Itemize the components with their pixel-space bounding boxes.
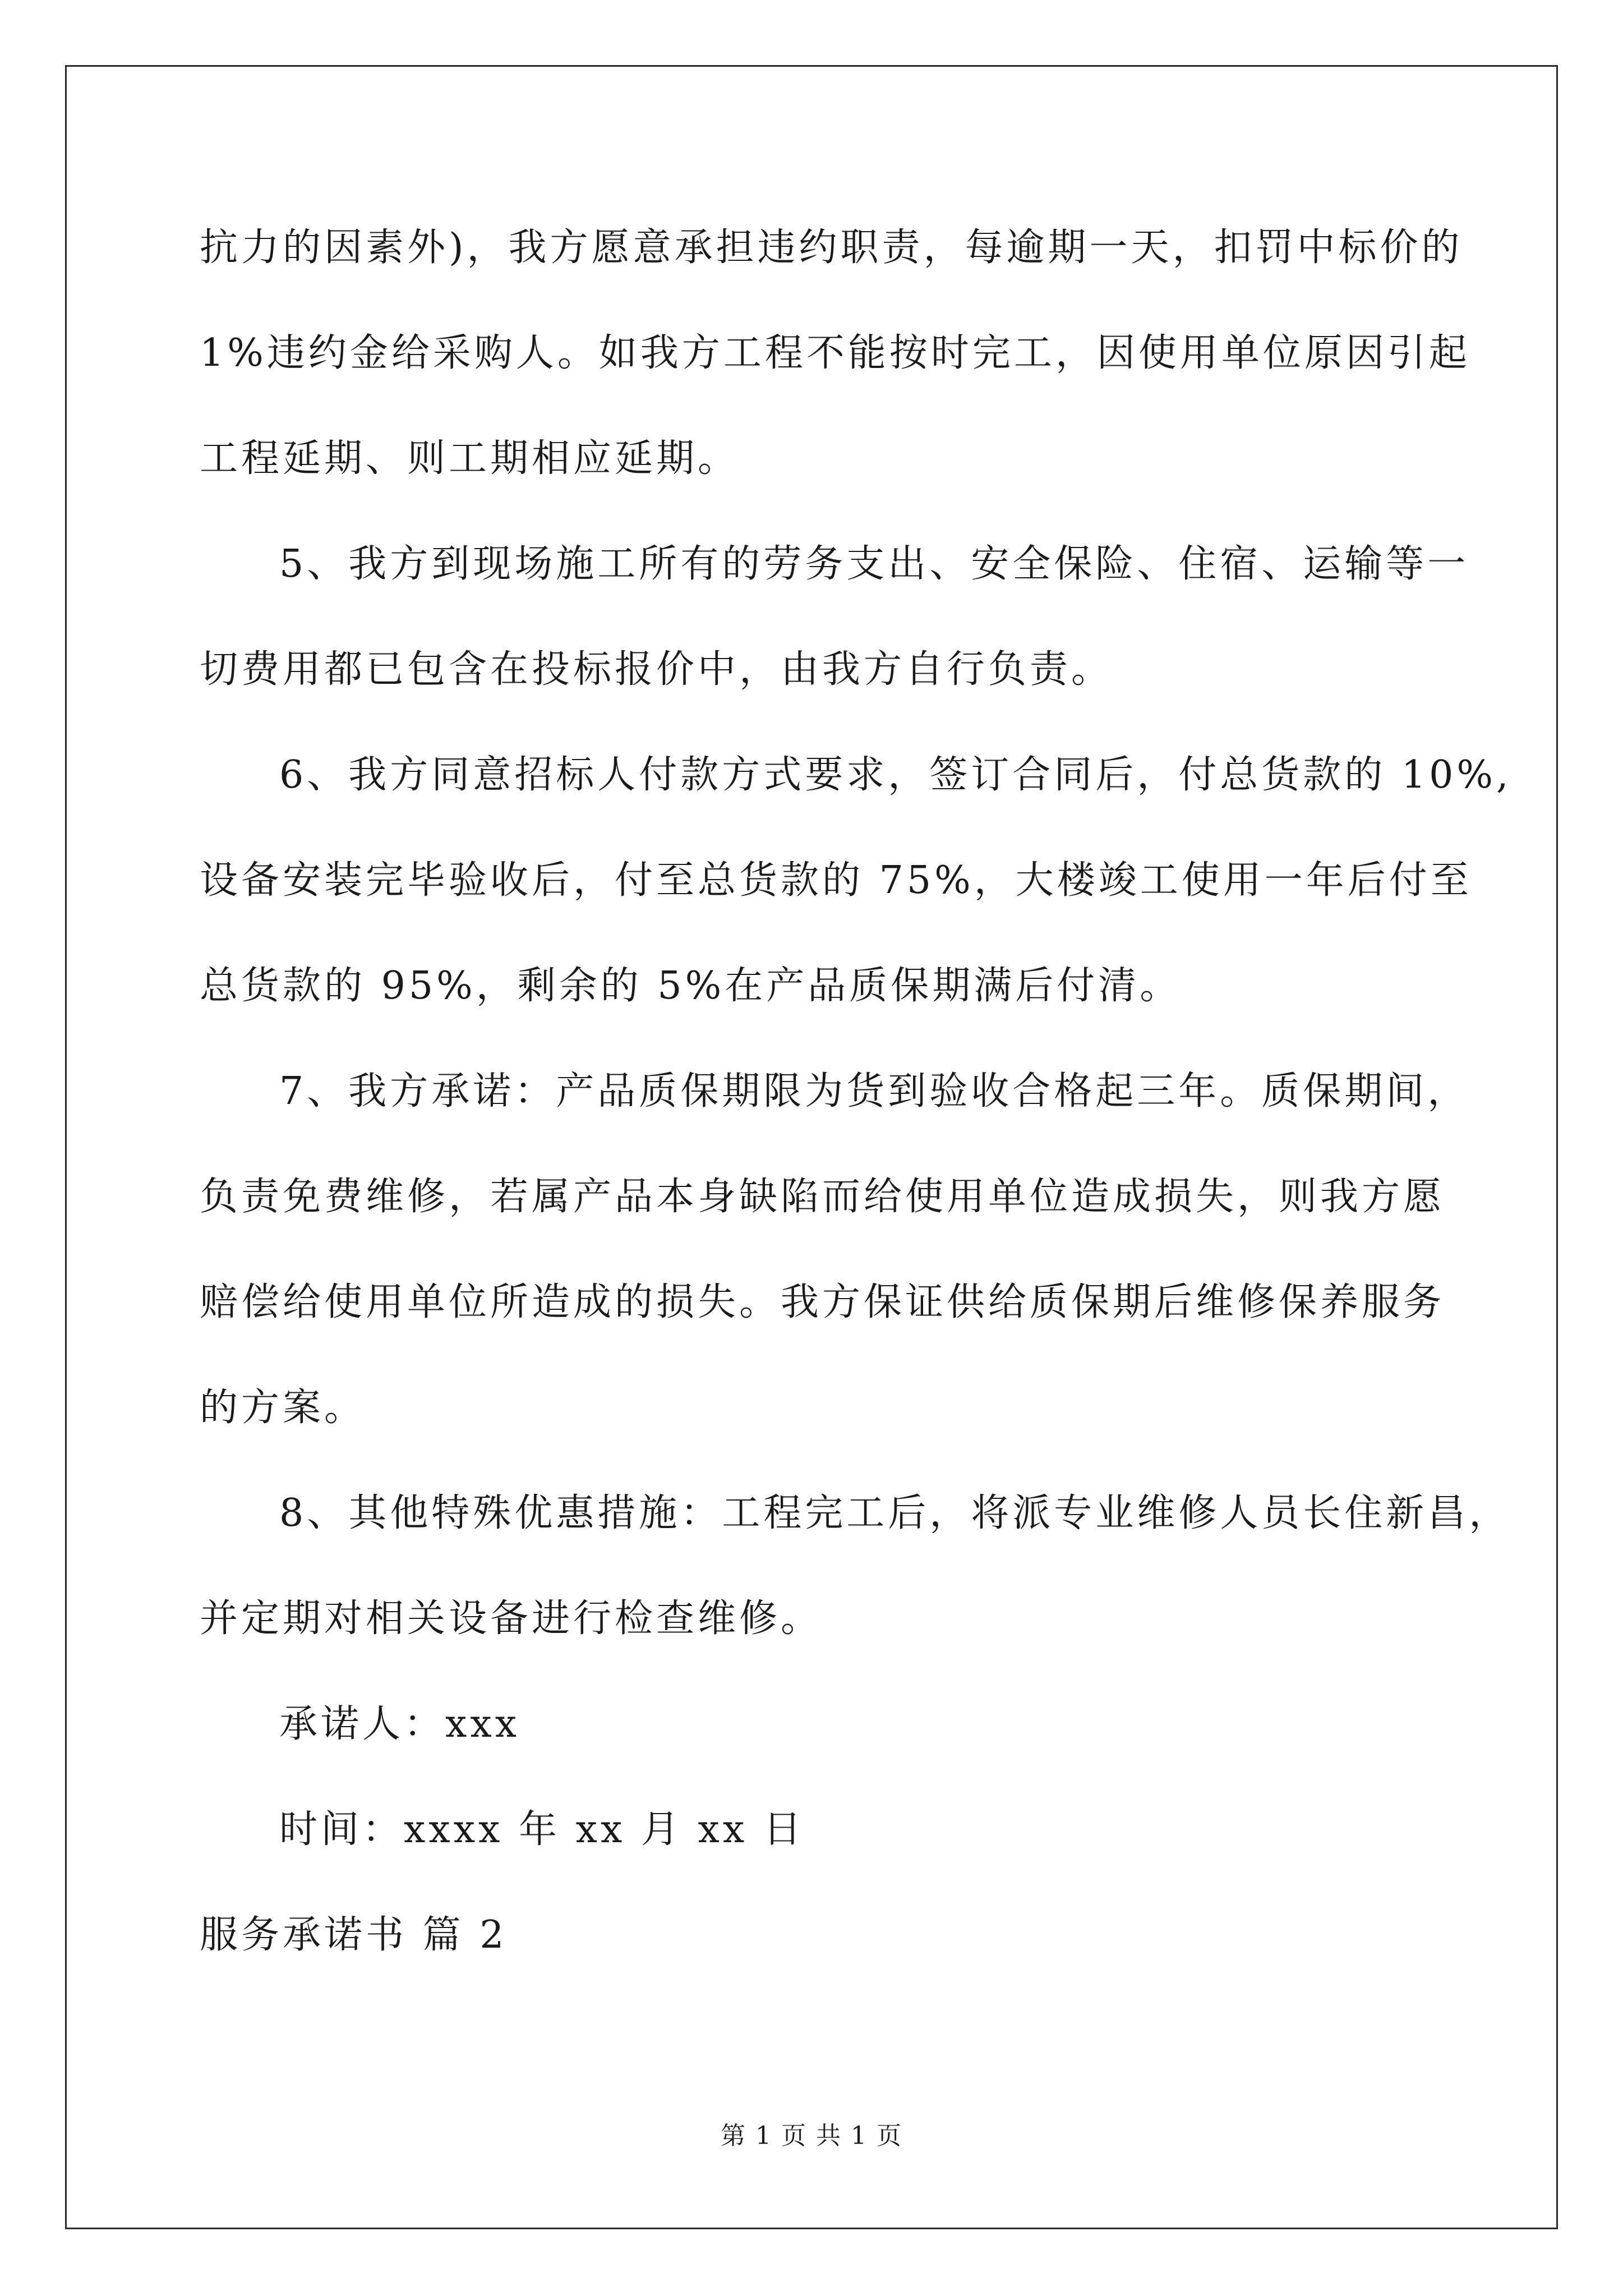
text-line-3: 工程延期、则工期相应延期。	[200, 436, 740, 481]
promisor-line: 承诺人：xxx	[279, 1702, 520, 1746]
text-line-6: 6、我方同意招标人付款方式要求，签订合同后，付总货款的 10%,	[279, 753, 1512, 797]
text-line-10: 负责免费维修，若属产品本身缺陷而给使用单位造成损失，则我方愿	[200, 1175, 1445, 1219]
section-heading: 服务承诺书 篇 2	[200, 1913, 508, 1957]
page-border	[65, 65, 1558, 2229]
text-line-2: 1%违约金给采购人。如我方工程不能按时完工，因使用单位原因引起	[200, 331, 1470, 375]
text-line-14: 并定期对相关设备进行检查维修。	[200, 1596, 823, 1641]
text-line-4: 5、我方到现场施工所有的劳务支出、安全保险、住宿、运输等一	[279, 542, 1469, 586]
text-line-1: 抗力的因素外)，我方愿意承担违约职责，每逾期一天，扣罚中标价的	[200, 226, 1463, 270]
date-line: 时间：xxxx 年 xx 月 xx 日	[279, 1807, 805, 1852]
text-line-8: 总货款的 95%，剩余的 5%在产品质保期满后付清。	[200, 964, 1182, 1008]
text-line-5: 切费用都已包含在投标报价中，由我方自行负责。	[200, 647, 1113, 692]
text-line-9: 7、我方承诺：产品质保期限为货到验收合格起三年。质保期间，	[279, 1069, 1469, 1114]
text-line-13: 8、其他特殊优惠措施：工程完工后，将派专业维修人员长住新昌，	[279, 1491, 1511, 1535]
text-line-12: 的方案。	[200, 1386, 366, 1430]
text-line-7: 设备安装完毕验收后，付至总货款的 75%，大楼竣工使用一年后付至	[200, 858, 1472, 903]
page-footer: 第 1 页 共 1 页	[721, 2122, 902, 2150]
text-line-11: 赔偿给使用单位所造成的损失。我方保证供给质保期后维修保养服务	[200, 1280, 1445, 1324]
